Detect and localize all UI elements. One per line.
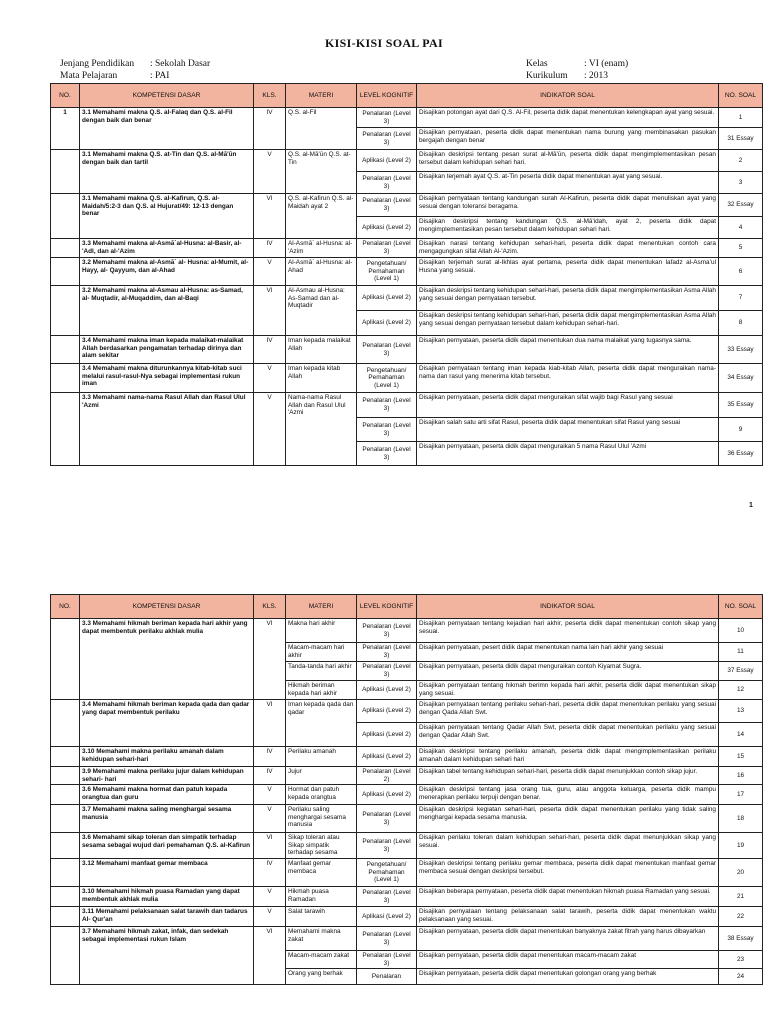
cell-kelas: V xyxy=(254,258,286,286)
cell-level-kognitif: Aplikasi (Level 2) xyxy=(357,785,417,805)
cell-materi: Orang yang berhak xyxy=(286,969,357,985)
document-title: KISI-KISI SOAL PAI xyxy=(325,36,443,50)
cell-indikator-soal: Disajikan perilaku toleran dalam kehidupan sehari-hari, peserta didik dapat menunjukkan sikap yang sesuai. xyxy=(417,833,719,859)
cell-no xyxy=(51,364,80,393)
cell-kelas: V xyxy=(254,393,286,466)
table-row xyxy=(51,805,763,833)
cell-level-kognitif: Aplikasi (Level 2) xyxy=(357,150,417,172)
cell-indikator-soal: Disajikan deskripsi tentang kehidupan sehari-hari, peserta didik dapat mengimplementasikan Asma Allah yang sesuai dengan pernyataan tersebut dalam kehidupan sehari-hari. xyxy=(417,311,719,336)
cell-level-kognitif: Penalaran (Level 3) xyxy=(357,805,417,833)
cell-no xyxy=(51,927,80,985)
cell-kompetensi-dasar: 3.6 Memahami makna hormat dan patuh kepada orangtua dan guru xyxy=(80,785,254,805)
cell-no xyxy=(51,393,80,466)
cell-no-soal: 1 xyxy=(719,108,763,128)
meta-kelas-label: Kelas xyxy=(526,59,548,69)
cell-no xyxy=(51,700,80,747)
cell-level-kognitif: Penalaran xyxy=(357,969,417,985)
cell-no xyxy=(51,907,80,927)
cell-materi: Sikap toleran atau Sikap simpatik terhadap sesama xyxy=(286,833,357,859)
cell-kelas: IV xyxy=(254,108,286,150)
cell-kelas: V xyxy=(254,887,286,907)
cell-no xyxy=(51,785,80,805)
cell-kompetensi-dasar: 3.10 Memahami makna perilaku amanah dalam kehidupan sehari-hari xyxy=(80,747,254,767)
meta-jenjang xyxy=(60,58,210,70)
cell-kelas: VI xyxy=(254,833,286,859)
cell-kelas: IV xyxy=(254,767,286,785)
header-level-kognitif: LEVEL KOGNITIF xyxy=(357,84,417,108)
meta-mapel-value: : PAI xyxy=(150,71,170,81)
cell-indikator-soal: Disajikan pernyataan, peserta didik dapat menentukan banyaknya zakat fitrah yang harus dibayarkan xyxy=(417,927,719,951)
cell-indikator-soal: Disajikan deskripsi tentang perilaku amanah, peserta didik dapat mengimplementasikan perilaku amanah dalam kehidupan sehari hari xyxy=(417,747,719,767)
cell-indikator-soal: Disajikan tabel tentang kehidupan sehari-hari, peserta didik dapat menunjukkan contoh sikap jujur. xyxy=(417,767,719,785)
cell-no-soal: 17 xyxy=(719,785,763,805)
kisi-table-page-2 xyxy=(50,594,763,985)
header-materi: MATERI xyxy=(286,595,357,619)
cell-no-soal: 35 Essay xyxy=(719,393,763,418)
cell-kelas: IV xyxy=(254,239,286,258)
cell-no-soal: 34 Essay xyxy=(719,364,763,393)
meta-mapel-label: Mata Pelajaran xyxy=(60,71,118,81)
table-row xyxy=(51,833,763,859)
cell-no-soal: 36 Essay xyxy=(719,442,763,466)
cell-kompetensi-dasar: 3.4 Memahami makna diturunkannya kitab-kitab suci melalui rasul-rasul-Nya sebagai implementasi rukun iman xyxy=(80,364,254,393)
cell-no-soal: 5 xyxy=(719,239,763,258)
cell-kompetensi-dasar: 3.9 Memahami makna perilaku jujur dalam kehidupan sehari- hari xyxy=(80,767,254,785)
cell-materi: Memahami makna zakat xyxy=(286,927,357,951)
cell-level-kognitif: Penalaran (Level 3) xyxy=(357,172,417,194)
cell-no-soal: 33 Essay xyxy=(719,336,763,364)
cell-kelas: V xyxy=(254,150,286,194)
cell-kelas: V xyxy=(254,805,286,833)
cell-materi: Macam-macam hari akhir xyxy=(286,643,357,662)
cell-materi: Macam-macam zakat xyxy=(286,951,357,969)
cell-level-kognitif: Penalaran (Level 3) xyxy=(357,393,417,418)
meta-right xyxy=(526,58,628,82)
cell-materi: Q.S. al-Fil xyxy=(286,108,357,150)
cell-no-soal: 2 xyxy=(719,150,763,172)
table-row xyxy=(51,286,763,311)
cell-kelas: VI xyxy=(254,286,286,336)
cell-kompetensi-dasar: 3.7 Memahami makna saling menghargai sesama manusia xyxy=(80,805,254,833)
cell-no-soal: 14 xyxy=(719,723,763,747)
cell-no-soal: 24 xyxy=(719,969,763,985)
cell-kompetensi-dasar: 3.10 Memahami hikmah puasa Ramadan yang dapat membentuk akhlak mulia xyxy=(80,887,254,907)
cell-level-kognitif: Penalaran (Level 3) xyxy=(357,643,417,662)
table-row xyxy=(51,336,763,364)
cell-level-kognitif: Penalaran (Level 3) xyxy=(357,194,417,217)
meta-kurikulum xyxy=(526,70,628,82)
cell-level-kognitif: Aplikasi (Level 2) xyxy=(357,747,417,767)
meta-kelas xyxy=(526,58,628,70)
cell-materi: Al-Asmau al-Husna: As-Samad dan al-Muqtadir xyxy=(286,286,357,336)
cell-indikator-soal: Disajikan pernyataan tentang perilaku sehari-hari, peserta didik dapat menentukan perilaku yang sesuai dengan Qada Allah Swt. xyxy=(417,700,719,723)
cell-kelas: V xyxy=(254,785,286,805)
cell-level-kognitif: Aplikasi (Level 2) xyxy=(357,681,417,700)
cell-level-kognitif: Aplikasi (Level 2) xyxy=(357,217,417,239)
cell-materi: Iman kepada kitab Allah xyxy=(286,364,357,393)
cell-kompetensi-dasar: 3.6 Memahami sikap toleran dan simpatik terhadap sesama sebagai wujud dari pemahaman Q.S. al-Kafirun xyxy=(80,833,254,859)
cell-level-kognitif: Penalaran (Level 3) xyxy=(357,619,417,643)
cell-materi: Manfaat gemar membaca xyxy=(286,859,357,887)
cell-kelas: VI xyxy=(254,194,286,239)
cell-level-kognitif: Penalaran (Level 3) xyxy=(357,927,417,951)
cell-kelas: V xyxy=(254,907,286,927)
header-kelas: KLS. xyxy=(254,595,286,619)
cell-no-soal: 9 xyxy=(719,418,763,442)
cell-no xyxy=(51,258,80,286)
cell-no-soal: 21 xyxy=(719,887,763,907)
cell-no-soal: 31 Essay xyxy=(719,128,763,150)
table-header-row xyxy=(51,84,763,108)
cell-materi: Q.S. al-Mā'ūn Q.S. at-Tin xyxy=(286,150,357,194)
cell-materi: Iman kepada malaikat Allah xyxy=(286,336,357,364)
cell-level-kognitif: Pengetahuan/ Pemahaman (Level 1) xyxy=(357,364,417,393)
cell-no-soal: 16 xyxy=(719,767,763,785)
cell-kelas: VI xyxy=(254,619,286,700)
table-row xyxy=(51,364,763,393)
cell-kompetensi-dasar: 3.3 Memahami hikmah beriman kepada hari akhir yang dapat membentuk perilaku akhlak mulia xyxy=(80,619,254,700)
cell-no xyxy=(51,619,80,700)
table-row xyxy=(51,907,763,927)
cell-no-soal: 8 xyxy=(719,311,763,336)
header-kelas: KLS. xyxy=(254,84,286,108)
cell-kompetensi-dasar: 3.4 Memahami makna iman kepada malaikat-malaikat Allah berdasarkan pengamatan terhadap dirinya dan alam sekitar xyxy=(80,336,254,364)
cell-indikator-soal: Disajikan terjemah surat al-Ikhlas ayat pertama, peserta didik dapat menentukan lafadz al-Asmaʼul Husna yang sesuai. xyxy=(417,258,719,286)
table-row xyxy=(51,887,763,907)
table-row xyxy=(51,393,763,418)
cell-no xyxy=(51,767,80,785)
cell-no-soal: 23 xyxy=(719,951,763,969)
cell-indikator-soal: Disajikan beberapa pernyataan, peserta didik dapat menentukan hikmah puasa Ramadan yang sesuai. xyxy=(417,887,719,907)
cell-no: 1 xyxy=(51,108,80,150)
cell-kelas: IV xyxy=(254,336,286,364)
header-no-soal: NO. SOAL xyxy=(719,595,763,619)
cell-materi: Hormat dan patuh kepada orangtua xyxy=(286,785,357,805)
cell-materi: Salat tarawih xyxy=(286,907,357,927)
cell-no xyxy=(51,150,80,194)
meta-kelas-value: : VI (enam) xyxy=(584,59,629,69)
meta-jenjang-value: : Sekolah Dasar xyxy=(150,59,211,69)
cell-no-soal: 22 xyxy=(719,907,763,927)
cell-indikator-soal: Disajikan deskripsi tentang perilaku gemar membaca, peserta didik dapat menentukan manfaat gemar membaca sesuai dengan deskripsi tersebut. xyxy=(417,859,719,887)
cell-level-kognitif: Penalaran (Level 3) xyxy=(357,128,417,150)
cell-indikator-soal: Disajikan pernyataan tentang iman kepada kiab-kitab Allah, peserta didik dapat menguraikan nama-nama dan rasul yang menerima kitab tersebut. xyxy=(417,364,719,393)
meta-kurikulum-value: : 2013 xyxy=(584,71,609,81)
kisi-table-page-1 xyxy=(50,83,763,466)
cell-no xyxy=(51,833,80,859)
cell-materi: Al-Asmā` al-Husna: al-Ahad xyxy=(286,258,357,286)
cell-kompetensi-dasar: 3.11 Memahami pelaksanaan salat tarawih dan tadarus Al- Qur'an xyxy=(80,907,254,927)
cell-no xyxy=(51,805,80,833)
cell-materi: Perilaku saling menghargai sesama manusia xyxy=(286,805,357,833)
cell-no-soal: 20 xyxy=(719,859,763,887)
cell-indikator-soal: Disajikan deskripsi tentang kehidupan sehari-hari, peserta didik dapat mengimplementasikan Asma Allah yang sesuai dengan pernyataan tersebut. xyxy=(417,286,719,311)
cell-no xyxy=(51,239,80,258)
header-no: NO. xyxy=(51,84,80,108)
cell-materi: Q.S. al-Kafirun Q.S. al-Maidah ayat 2 xyxy=(286,194,357,239)
cell-indikator-soal: Disajikan terjemah ayat Q.S. at-Tin peserta didik dapat menentukan ayat yang sesuai. xyxy=(417,172,719,194)
cell-kompetensi-dasar: 3.2 Memahami makna al-Asmā` al- Husna: al-Mumit, al-Hayy, al- Qayyum, dan al-Ahad xyxy=(80,258,254,286)
table-row xyxy=(51,859,763,887)
cell-level-kognitif: Penalaran (Level 3) xyxy=(357,662,417,681)
cell-level-kognitif: Penalaran (Level 3) xyxy=(357,833,417,859)
cell-no xyxy=(51,336,80,364)
cell-indikator-soal: Disajikan deskripsi kegiatan sehari-hari, peserta didik dapat menentukan perilaku yang tidak saling menghargai kepada sesama manusia. xyxy=(417,805,719,833)
cell-no-soal: 18 xyxy=(719,805,763,833)
cell-level-kognitif: Aplikasi (Level 2) xyxy=(357,286,417,311)
cell-no xyxy=(51,286,80,336)
cell-kompetensi-dasar: 3.4 Memahami hikmah beriman kepada qada dan qadar yang dapat membentuk perilaku xyxy=(80,700,254,747)
cell-indikator-soal: Disajikan pernyataan, peserta didik dapat menguraikan 5 nama Rasul Ulul 'Azmi xyxy=(417,442,719,466)
header-kompetensi-dasar: KOMPETENSI DASAR xyxy=(80,84,254,108)
page-number: 1 xyxy=(749,502,753,509)
cell-no-soal: 11 xyxy=(719,643,763,662)
cell-no xyxy=(51,194,80,239)
cell-kompetensi-dasar: 3.2 Memahami makna al-Asmau al-Husna: as-Samad, al- Muqtadir, al-Muqaddim, dan al-Baqi xyxy=(80,286,254,336)
header-indikator-soal: INDIKATOR SOAL xyxy=(417,595,719,619)
cell-no-soal: 38 Essay xyxy=(719,927,763,951)
cell-indikator-soal: Disajikan pernyataan tentang kejadian hari akhir, peserta didik dapat menentukan contoh sikap yang sesuai. xyxy=(417,619,719,643)
cell-indikator-soal: Disajikan pernyataan, pesert didik dapat menentukan nama lain hari akhir yang sesuai xyxy=(417,643,719,662)
cell-kompetensi-dasar: 3.1 Memahami makna Q.S. at-Tin dan Q.S. al-Mā'ūn dengan baik dan tartil xyxy=(80,150,254,194)
cell-kompetensi-dasar: 3.1 Memahami makna Q.S. al-Kafirun, Q.S. al-Maidah/5:2-3 dan Q.S. al Hujurat/49: 12-13 dengan benar xyxy=(80,194,254,239)
cell-level-kognitif: Penalaran (Level 3) xyxy=(357,418,417,442)
cell-materi: Tanda-tanda hari akhir xyxy=(286,662,357,681)
table-row xyxy=(51,747,763,767)
cell-no-soal: 4 xyxy=(719,217,763,239)
cell-materi: Iman kepada qada dan qadar xyxy=(286,700,357,747)
cell-indikator-soal: Disajikan pernyataan, peserta didik dapat menentukan nama burung yang membinasakan pasukan bergajah dengan benar xyxy=(417,128,719,150)
cell-no-soal: 37 Essay xyxy=(719,662,763,681)
cell-level-kognitif: Aplikasi (Level 2) xyxy=(357,723,417,747)
cell-materi: Al-Asmā` al-Husna: al-'Azim xyxy=(286,239,357,258)
cell-no-soal: 12 xyxy=(719,681,763,700)
cell-indikator-soal: Disajikan deskripsi tentang jasa orang tua, guru, atau anggota keluarga, peserta didik mampu menerapkan perilaku terpuji dengan benar. xyxy=(417,785,719,805)
cell-level-kognitif: Penalaran (Level 3) xyxy=(357,108,417,128)
cell-indikator-soal: Disajikan pernyataan, peserta didik dapat menentukan dua nama malaikat yang tugasnya sama. xyxy=(417,336,719,364)
cell-kelas: VI xyxy=(254,927,286,985)
meta-mapel xyxy=(60,70,210,82)
table-row xyxy=(51,194,763,217)
table-header-row xyxy=(51,595,763,619)
table-row xyxy=(51,619,763,643)
cell-no-soal: 3 xyxy=(719,172,763,194)
cell-indikator-soal: Disajikan potongan ayat dari Q.S. Al-Fil, peserta didik dapat menentukan kelengkapan ayat yang sesuai. xyxy=(417,108,719,128)
cell-no xyxy=(51,887,80,907)
table-row xyxy=(51,785,763,805)
meta-kurikulum-label: Kurikulum xyxy=(526,71,568,81)
cell-indikator-soal: Disajikan pernyataan, peserta didik dapat menentukan golongan orang yang berhak xyxy=(417,969,719,985)
cell-kompetensi-dasar: 3.7 Memahami hikmah zakat, infak, dan sedekah sebagai implementasi rukun Islam xyxy=(80,927,254,985)
cell-level-kognitif: Aplikasi (Level 2) xyxy=(357,700,417,723)
table-row xyxy=(51,258,763,286)
cell-no xyxy=(51,747,80,767)
table-row xyxy=(51,927,763,951)
cell-no-soal: 19 xyxy=(719,833,763,859)
cell-level-kognitif: Penalaran (Level 3) xyxy=(357,887,417,907)
meta-jenjang-label: Jenjang Pendidikan xyxy=(60,59,135,69)
cell-indikator-soal: Disajikan deskripsi tentang pesan surat al-Mā'ūn, peserta didik dapat mengimplementasikan pesan tersebut dalam kehidupan sehari hari. xyxy=(417,150,719,172)
cell-indikator-soal: Disajikan pernyataan tentang kandungan surah Al-Kafirun, peserta didik dapat menuliskan ayat yang sesuai dengan toleransi beragama. xyxy=(417,194,719,217)
cell-materi: Makna hari akhir xyxy=(286,619,357,643)
cell-kelas: VI xyxy=(254,700,286,747)
cell-materi: Jujur xyxy=(286,767,357,785)
table-row xyxy=(51,767,763,785)
cell-level-kognitif: Pengetahuan/ Pemahaman (Level 1) xyxy=(357,859,417,887)
cell-kompetensi-dasar: 3.12 Memahami manfaat gemar membaca xyxy=(80,859,254,887)
header-indikator-soal: INDIKATOR SOAL xyxy=(417,84,719,108)
cell-kelas: IV xyxy=(254,747,286,767)
cell-kelas: V xyxy=(254,364,286,393)
cell-kompetensi-dasar: 3.3 Memahami nama-nama Rasul Allah dan Rasul Ulul 'Azmi xyxy=(80,393,254,466)
meta-left xyxy=(60,58,210,82)
cell-indikator-soal: Disajikan pernyataan, peserta didik dapat menguraikan sifat wajib bagi Rasul yang sesuai xyxy=(417,393,719,418)
cell-level-kognitif: Penalaran (Level 3) xyxy=(357,442,417,466)
cell-level-kognitif: Pengetahuan/ Pemahaman (Level 1) xyxy=(357,258,417,286)
cell-level-kognitif: Aplikasi (Level 2) xyxy=(357,311,417,336)
header-kompetensi-dasar: KOMPETENSI DASAR xyxy=(80,595,254,619)
cell-no-soal: 6 xyxy=(719,258,763,286)
cell-indikator-soal: Disajikan pernyataan tentang pelaksanaan salat tarawih, peserta didik dapat menentukan waktu pelaksanaan yang sesuai. xyxy=(417,907,719,927)
header-no: NO. xyxy=(51,595,80,619)
cell-no-soal: 15 xyxy=(719,747,763,767)
cell-indikator-soal: Disajikan deskripsi tentang kandungan Q.S. al-Mā'idah, ayat 2, peserta didik dapat mengimplementasikan pesan tersebut dalam kehidupan sehari hari. xyxy=(417,217,719,239)
cell-no-soal: 10 xyxy=(719,619,763,643)
table-row xyxy=(51,239,763,258)
header-materi: MATERI xyxy=(286,84,357,108)
cell-kelas: IV xyxy=(254,859,286,887)
cell-indikator-soal: Disajikan pernyataan, peserta didik dapat menentukan macam-macam zakat xyxy=(417,951,719,969)
cell-indikator-soal: Disajikan narasi tentang kehidupan sehari-hari, peserta didik dapat menentukan contoh cara mengagungkan sifat Allah Al-'Azim. xyxy=(417,239,719,258)
cell-no-soal: 32 Essay xyxy=(719,194,763,217)
cell-materi: Nama-nama Rasul Allah dan Rasul Ulul 'Azmi xyxy=(286,393,357,466)
cell-no-soal: 7 xyxy=(719,286,763,311)
table-row xyxy=(51,108,763,128)
cell-indikator-soal: Disajikan pernyataan, peserta didik dapat menguraikan contoh Kiyamat Sugra. xyxy=(417,662,719,681)
cell-kompetensi-dasar: 3.3 Memahami makna al-Asmā`al-Husna: al-Basir, al-'Adl, dan al-'Azim xyxy=(80,239,254,258)
cell-materi: Hikmah puasa Ramadan xyxy=(286,887,357,907)
table-row xyxy=(51,150,763,172)
cell-indikator-soal: Disajikan salah satu arti sifat Rasul, peserta didik dapat menentukan sifat Rasul yang sesuai xyxy=(417,418,719,442)
header-level-kognitif: LEVEL KOGNITIF xyxy=(357,595,417,619)
cell-level-kognitif: Penalaran (Level 3) xyxy=(357,951,417,969)
cell-no-soal: 13 xyxy=(719,700,763,723)
cell-level-kognitif: Aplikasi (Level 2) xyxy=(357,907,417,927)
cell-materi: Perilaku amanah xyxy=(286,747,357,767)
cell-kompetensi-dasar: 3.1 Memahami makna Q.S. al-Falaq dan Q.S. al-Fil dengan baik dan benar xyxy=(80,108,254,150)
cell-materi: Hikmah beriman kepada hari akhir xyxy=(286,681,357,700)
cell-indikator-soal: Disajikan pernyataan tentang Qadar Allah Swt, peserta didik dapat menentukan perilaku yang sesuai dengan Qadar Allah Swt. xyxy=(417,723,719,747)
cell-level-kognitif: Penalaran (Level 2) xyxy=(357,767,417,785)
table-row xyxy=(51,700,763,723)
cell-level-kognitif: Penalaran (Level 3) xyxy=(357,239,417,258)
cell-level-kognitif: Penalaran (Level 3) xyxy=(357,336,417,364)
cell-indikator-soal: Disajikan pernyataan tentang hikmah berimn kepada hari akhir, peserta didik dapat menentukan sikap yang sesuai. xyxy=(417,681,719,700)
cell-no xyxy=(51,859,80,887)
header-no-soal: NO. SOAL xyxy=(719,84,763,108)
